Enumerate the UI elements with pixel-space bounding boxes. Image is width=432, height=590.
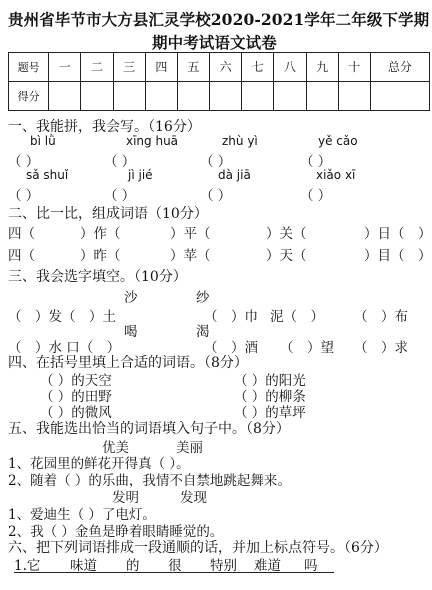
pinyin: bì lǜ xyxy=(30,134,56,148)
pinyin: jì jié xyxy=(128,168,153,182)
score-cell[interactable] xyxy=(242,82,274,111)
answer-blank[interactable]: （ ） xyxy=(200,188,232,204)
fill-item: （ ）望 xyxy=(280,340,334,356)
word: 难道 xyxy=(254,558,281,574)
choice-word: 优美 xyxy=(102,440,129,456)
closing-paren: ） xyxy=(418,226,432,242)
score-col-9: 九 xyxy=(306,53,338,82)
sentence: 1、花园里的鲜花开得真（ ）。 xyxy=(8,456,190,472)
score-col-3: 三 xyxy=(113,53,145,82)
score-table-score-label: 得分 xyxy=(9,82,49,111)
choice-char: 沙 xyxy=(124,290,138,306)
score-cell[interactable] xyxy=(370,82,429,111)
score-cell[interactable] xyxy=(177,82,209,111)
choice-word: 发现 xyxy=(180,490,207,506)
score-col-10: 十 xyxy=(338,53,370,82)
section-4-heading: 四、在括号里填上合适的词语。（8分） xyxy=(8,355,248,371)
score-cell[interactable] xyxy=(338,82,370,111)
score-cell[interactable] xyxy=(145,82,177,111)
word: 味道 xyxy=(70,558,97,574)
choice-word: 美丽 xyxy=(176,440,203,456)
word: 的 xyxy=(126,558,140,574)
score-cell[interactable] xyxy=(274,82,306,111)
word-item: 四（ xyxy=(8,226,35,242)
score-col-2: 二 xyxy=(81,53,113,82)
score-cell[interactable] xyxy=(81,82,113,111)
pinyin: yě cǎo xyxy=(318,134,358,148)
word-item: ）目（ xyxy=(364,248,405,264)
score-cell[interactable] xyxy=(306,82,338,111)
choice-word: 发明 xyxy=(112,490,139,506)
fill-item: 泥（ ） xyxy=(270,309,324,325)
sentence: 2、随着（ ）的乐曲，我情不自禁地跳起舞来。 xyxy=(8,473,291,489)
fill-item: （ ）发（ ）土 xyxy=(8,309,116,325)
answer-blank[interactable]: （ ） xyxy=(8,188,40,204)
score-table xyxy=(8,52,430,111)
score-col-1: 一 xyxy=(49,53,81,82)
pinyin: zhù yì xyxy=(222,134,258,148)
score-cell[interactable] xyxy=(113,82,145,111)
sentence: 2、我（ ）金鱼是睁着眼睛睡觉的。 xyxy=(8,524,224,540)
word-item: ）平（ xyxy=(170,226,211,242)
pinyin: xiǎo xī xyxy=(316,168,356,182)
score-col-4: 四 xyxy=(145,53,177,82)
word-item: ）天（ xyxy=(266,248,307,264)
word-item: 四（ xyxy=(8,248,35,264)
score-table-header-label: 题号 xyxy=(9,53,49,82)
pinyin: sǎ shuǐ xyxy=(26,168,69,182)
word-item: ）关（ xyxy=(266,226,307,242)
page-subtitle: 期中考试语文试卷 xyxy=(152,33,277,52)
choice-char: 喝 xyxy=(124,324,138,340)
choice-char: 纱 xyxy=(196,290,210,306)
answer-blank[interactable]: （ ） xyxy=(300,188,332,204)
answer-blank[interactable]: （ ） xyxy=(104,154,136,170)
score-col-7: 七 xyxy=(242,53,274,82)
sentence: 1、爱迪生（ ）了电灯。 xyxy=(8,507,156,523)
answer-blank[interactable]: （ ） xyxy=(8,154,40,170)
fill-item: （ ）布 xyxy=(354,309,408,325)
word: 很 xyxy=(168,558,182,574)
word-item: ）作（ xyxy=(80,226,121,242)
score-col-total: 总分 xyxy=(370,53,429,82)
word: 特别 xyxy=(210,558,237,574)
word: 吗 xyxy=(304,558,318,574)
answer-blank[interactable]: （ ） xyxy=(104,188,136,204)
score-cell[interactable] xyxy=(210,82,242,111)
pinyin: dà jiā xyxy=(218,168,251,182)
choice-char: 渴 xyxy=(196,324,210,340)
section-2-heading: 二、比一比，组成词语（10分） xyxy=(8,206,208,222)
score-col-8: 八 xyxy=(274,53,306,82)
score-table-score-row xyxy=(9,82,430,111)
closing-paren: ） xyxy=(418,248,432,264)
fill-item: （ ）巾 xyxy=(204,309,258,325)
answer-line[interactable] xyxy=(14,572,334,573)
word-item: ）昨（ xyxy=(80,248,121,264)
page-title: 贵州省毕节市大方县汇灵学校2020-2021学年二年级下学期 xyxy=(8,10,430,29)
fill-item: （ ）酒 xyxy=(204,340,258,356)
phrase-item: （ ）的阳光 xyxy=(234,373,306,389)
section-6-heading: 六、把下列词语排成一段通顺的话，并加上标点符号。（6分） xyxy=(8,540,388,556)
section-1-heading: 一、我能拼，我会写。（16分） xyxy=(8,119,201,135)
answer-blank[interactable]: （ ） xyxy=(200,154,232,170)
fill-item: （ ）水 口（ ） xyxy=(8,340,121,356)
word-item: ）苹（ xyxy=(170,248,211,264)
score-cell[interactable] xyxy=(49,82,81,111)
word: 1.它 xyxy=(14,558,41,574)
phrase-item: （ ）的草坪 xyxy=(234,405,306,421)
word-item: ）日（ xyxy=(364,226,405,242)
score-table-header-row xyxy=(9,53,430,82)
answer-blank[interactable]: （ ） xyxy=(300,154,332,170)
phrase-item: （ ）的柳条 xyxy=(234,389,306,405)
score-col-5: 五 xyxy=(177,53,209,82)
section-5-heading: 五、我能选出恰当的词语填入句子中。（8分） xyxy=(8,421,290,437)
score-col-6: 六 xyxy=(210,53,242,82)
section-3-heading: 三、我会选字填空。（10分） xyxy=(8,269,187,285)
phrase-item: （ ）的天空 xyxy=(40,373,112,389)
pinyin: xīng huā xyxy=(126,134,179,148)
phrase-item: （ ）的田野 xyxy=(40,389,112,405)
fill-item: （ ）求 xyxy=(354,340,408,356)
phrase-item: （ ）的微风 xyxy=(40,405,112,421)
